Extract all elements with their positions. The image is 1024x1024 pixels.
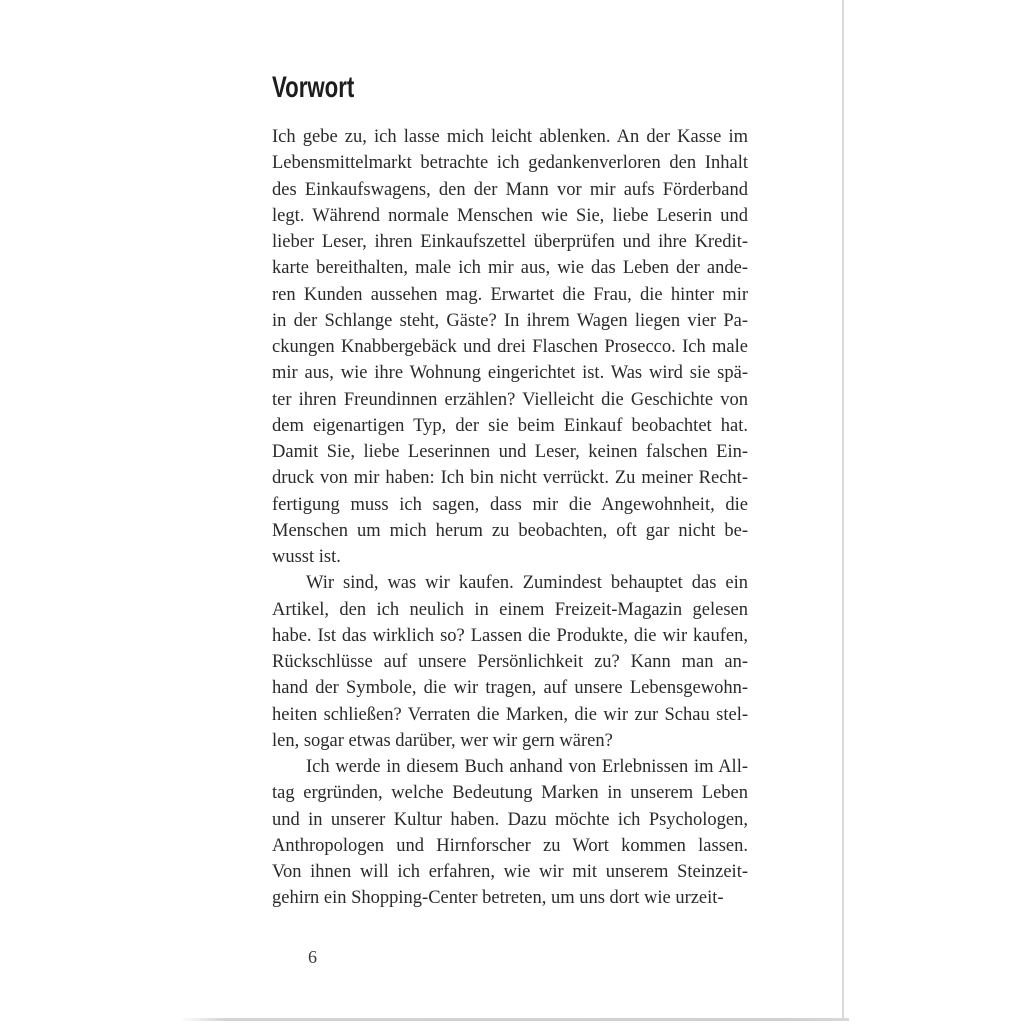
text-line: Lebensmittelmarkt betrachte ich gedankenverloren den Inhalt (272, 153, 748, 174)
page-edge-right (842, 0, 844, 1019)
text-line: ter ihren Freundinnen erzählen? Vielleicht die Geschichte von (272, 389, 748, 410)
text-block (272, 72, 748, 912)
text-line: in der Schlange steht, Gäste? In ihrem Wagen liegen vier Pa- (272, 310, 748, 331)
text-line: habe. Ist das wirklich so? Lassen die Produkte, die wir kaufen, (272, 625, 748, 646)
text-line: ckungen Knabbergebäck und drei Flaschen Prosecco. Ich male (272, 337, 748, 357)
text-line: heiten schließen? Verraten die Marken, die wir zur Schau stel- (272, 704, 748, 725)
text-line: Wir sind, was wir kaufen. Zumindest behauptet das ein (306, 573, 748, 594)
text-line: Damit Sie, liebe Leserinnen und Leser, keinen falschen Ein- (272, 442, 748, 462)
text-line: gehirn ein Shopping-Center betreten, um uns dort wie urzeit- (272, 888, 724, 909)
text-line: Von ihnen will ich erfahren, wie wir mit unserem Steinzeit- (272, 862, 748, 882)
text-line: legt. Während normale Menschen wie Sie, liebe Leserin und (272, 205, 748, 226)
text-line: und in unserer Kultur haben. Dazu möchte ich Psychologen, (272, 809, 748, 830)
text-line: tag ergründen, welche Bedeutung Marken in unserem Leben (272, 783, 748, 804)
text-line: karte bereithalten, male ich mir aus, wie das Leben der ande- (272, 258, 748, 279)
text-line: druck von mir haben: Ich bin nicht verrückt. Zu meiner Recht- (272, 468, 748, 489)
page-edge-bottom (180, 1018, 849, 1021)
text-line: ren Kunden aussehen mag. Erwartet die Frau, die hinter mir (272, 284, 748, 305)
text-line: des Einkaufswagens, den der Mann vor mir aufs Förderband (272, 179, 748, 200)
text-line: Menschen um mich herum zu beobachten, oft gar nicht be- (272, 520, 748, 541)
text-line: len, sogar etwas darüber, wer wir gern wären? (272, 730, 613, 751)
text-line: fertigung muss ich sagen, dass mir die Angewohnheit, die (272, 494, 748, 515)
text-line: Anthropologen und Hirnforscher zu Wort kommen lassen. (272, 835, 748, 856)
text-line: wusst ist. (272, 547, 341, 567)
chapter-title: Vorwort (272, 71, 355, 104)
text-line: Rückschlüsse auf unsere Persönlichkeit zu? Kann man an- (272, 652, 748, 672)
text-line: lieber Leser, ihren Einkaufszettel überprüfen und ihre Kredit- (272, 232, 748, 252)
page-number: 6 (308, 947, 317, 967)
body-text (272, 124, 748, 912)
text-line: dem eigenartigen Typ, der sie beim Einkauf beobachtet hat. (272, 415, 748, 436)
text-line: Ich werde in diesem Buch anhand von Erlebnissen im All- (306, 757, 748, 777)
text-line: Ich gebe zu, ich lasse mich leicht ablenken. An der Kasse im (272, 127, 748, 147)
text-line: mir aus, wie ihre Wohnung eingerichtet ist. Was wird sie spä- (272, 363, 748, 384)
text-line: Artikel, den ich neulich in einem Freizeit-Magazin gelesen (272, 599, 748, 620)
text-line: hand der Symbole, die wir tragen, auf unsere Lebensgewohn- (272, 678, 748, 699)
